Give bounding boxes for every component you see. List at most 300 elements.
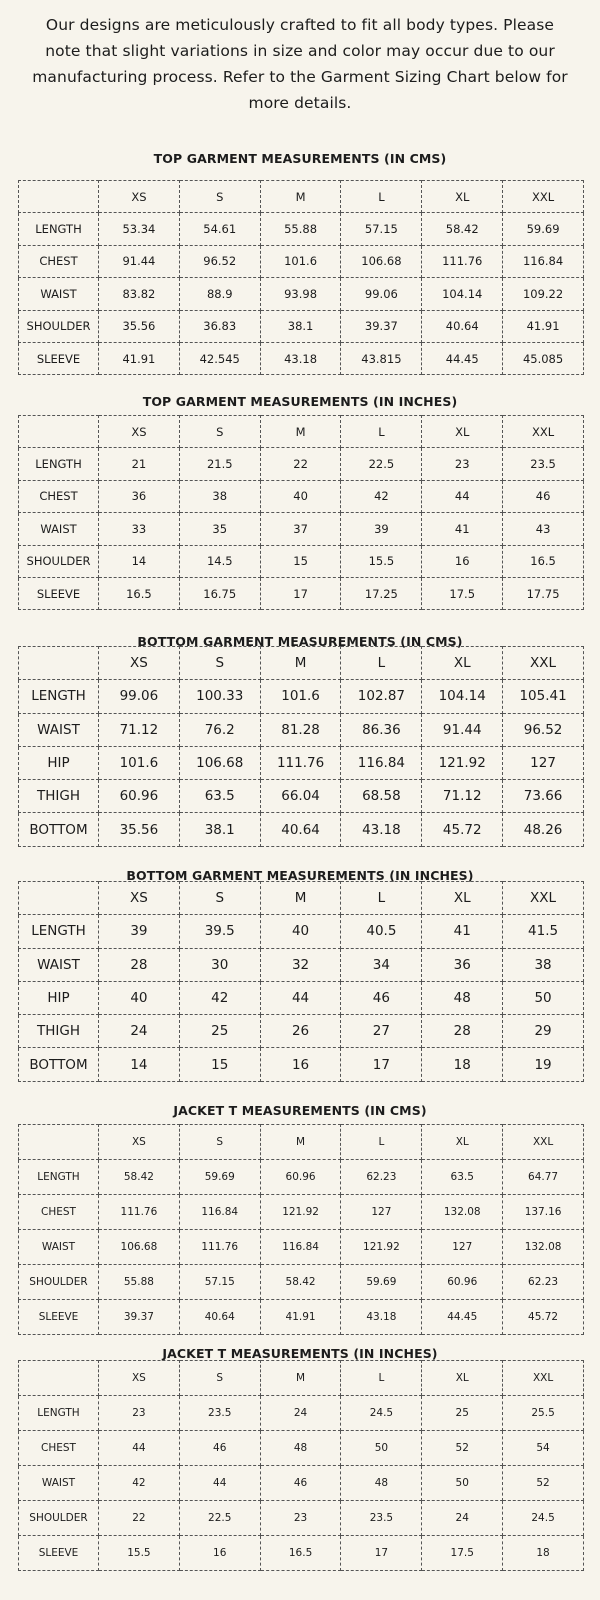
value-cell: 17.5	[422, 1536, 503, 1571]
size-header-cell: XS	[99, 181, 180, 213]
value-cell: 55.88	[99, 1265, 180, 1300]
value-cell: 16.5	[503, 545, 584, 577]
value-cell: 127	[422, 1230, 503, 1265]
value-cell: 14.5	[179, 545, 260, 577]
value-cell: 22	[260, 448, 341, 480]
size-header-cell: XXL	[503, 416, 584, 448]
table-row	[19, 1160, 584, 1195]
table-row	[19, 1048, 584, 1081]
value-cell: 18	[503, 1536, 584, 1571]
value-cell: 41	[422, 915, 503, 948]
row-label-cell: CHEST	[19, 1431, 99, 1466]
value-cell: 50	[503, 981, 584, 1014]
size-header-cell: XXL	[503, 181, 584, 213]
value-cell: 17.5	[422, 577, 503, 609]
header-corner-cell	[19, 882, 99, 915]
size-header-cell: L	[341, 416, 422, 448]
value-cell: 63.5	[422, 1160, 503, 1195]
size-header-cell: XL	[422, 416, 503, 448]
row-label-cell: WAIST	[19, 513, 99, 545]
value-cell: 34	[341, 948, 422, 981]
value-cell: 121.92	[341, 1230, 422, 1265]
table-row	[19, 1396, 584, 1431]
value-cell: 53.34	[99, 213, 180, 245]
value-cell: 132.08	[422, 1195, 503, 1230]
value-cell: 86.36	[341, 713, 422, 746]
value-cell: 68.58	[341, 780, 422, 813]
value-cell: 36	[99, 480, 180, 512]
value-cell: 24	[422, 1501, 503, 1536]
size-header-cell: XXL	[503, 1125, 584, 1160]
value-cell: 17.25	[341, 577, 422, 609]
value-cell: 23	[260, 1501, 341, 1536]
measurement-table	[18, 415, 584, 610]
value-cell: 116.84	[179, 1195, 260, 1230]
value-cell: 99.06	[341, 278, 422, 310]
value-cell: 16.5	[99, 577, 180, 609]
value-cell: 17	[341, 1048, 422, 1081]
row-label-cell: SHOULDER	[19, 310, 99, 342]
value-cell: 41	[422, 513, 503, 545]
value-cell: 106.68	[99, 1230, 180, 1265]
table-row	[19, 680, 584, 713]
value-cell: 37	[260, 513, 341, 545]
value-cell: 43.18	[341, 1300, 422, 1335]
intro-paragraph: Our designs are meticulously crafted to fit all body types. Please note that slight variations in size and color may occur due to our manufacturing process. Refer to the Garment Sizing Chart below for more details.	[32, 16, 568, 112]
table-row	[19, 1230, 584, 1265]
table-row	[19, 310, 584, 342]
table-row	[19, 1466, 584, 1501]
value-cell: 48	[341, 1466, 422, 1501]
value-cell: 40	[99, 981, 180, 1014]
table-row	[19, 948, 584, 981]
value-cell: 40.64	[260, 813, 341, 846]
size-header-cell: M	[260, 181, 341, 213]
header-corner-cell	[19, 181, 99, 213]
value-cell: 26	[260, 1015, 341, 1048]
value-cell: 71.12	[422, 780, 503, 813]
value-cell: 116.84	[341, 746, 422, 779]
row-label-cell: LENGTH	[19, 213, 99, 245]
table-row	[19, 1265, 584, 1300]
value-cell: 21	[99, 448, 180, 480]
value-cell: 111.76	[179, 1230, 260, 1265]
value-cell: 44	[422, 480, 503, 512]
value-cell: 38	[503, 948, 584, 981]
row-label-cell: SLEEVE	[19, 1536, 99, 1571]
table-row	[19, 780, 584, 813]
value-cell: 45.72	[422, 813, 503, 846]
value-cell: 106.68	[341, 245, 422, 277]
table-row	[19, 1431, 584, 1466]
value-cell: 48	[260, 1431, 341, 1466]
value-cell: 45.085	[503, 342, 584, 374]
value-cell: 39	[341, 513, 422, 545]
row-label-cell: WAIST	[19, 278, 99, 310]
header-corner-cell	[19, 647, 99, 680]
row-label-cell: LENGTH	[19, 1396, 99, 1431]
size-header-cell: M	[260, 416, 341, 448]
value-cell: 58.42	[260, 1265, 341, 1300]
value-cell: 40.5	[341, 915, 422, 948]
value-cell: 44	[99, 1431, 180, 1466]
table-row	[19, 1536, 584, 1571]
value-cell: 35.56	[99, 813, 180, 846]
value-cell: 64.77	[503, 1160, 584, 1195]
value-cell: 15	[179, 1048, 260, 1081]
value-cell: 46	[179, 1431, 260, 1466]
value-cell: 57.15	[341, 213, 422, 245]
size-header-cell: S	[179, 181, 260, 213]
value-cell: 46	[341, 981, 422, 1014]
value-cell: 48.26	[503, 813, 584, 846]
value-cell: 16.75	[179, 577, 260, 609]
value-cell: 104.14	[422, 680, 503, 713]
value-cell: 25	[179, 1015, 260, 1048]
size-header-cell: XS	[99, 647, 180, 680]
value-cell: 93.98	[260, 278, 341, 310]
row-label-cell: THIGH	[19, 1015, 99, 1048]
value-cell: 38.1	[179, 813, 260, 846]
value-cell: 17	[260, 577, 341, 609]
measurement-table	[18, 1360, 584, 1571]
table-header-row	[19, 1361, 584, 1396]
value-cell: 102.87	[341, 680, 422, 713]
table-header-row	[19, 181, 584, 213]
table-row	[19, 1501, 584, 1536]
table-row	[19, 813, 584, 846]
row-label-cell: WAIST	[19, 1230, 99, 1265]
size-header-cell: XL	[422, 1125, 503, 1160]
value-cell: 18	[422, 1048, 503, 1081]
value-cell: 36	[422, 948, 503, 981]
value-cell: 58.42	[422, 213, 503, 245]
value-cell: 76.2	[179, 713, 260, 746]
table-row	[19, 981, 584, 1014]
table-row	[19, 1300, 584, 1335]
value-cell: 23.5	[179, 1396, 260, 1431]
value-cell: 52	[503, 1466, 584, 1501]
value-cell: 137.16	[503, 1195, 584, 1230]
value-cell: 40	[260, 480, 341, 512]
value-cell: 59.69	[503, 213, 584, 245]
value-cell: 15.5	[99, 1536, 180, 1571]
table-title: BOTTOM GARMENT MEASUREMENTS (IN CMS)	[137, 634, 463, 649]
row-label-cell: LENGTH	[19, 915, 99, 948]
value-cell: 127	[341, 1195, 422, 1230]
value-cell: 40	[260, 915, 341, 948]
table-header-row	[19, 647, 584, 680]
value-cell: 132.08	[503, 1230, 584, 1265]
value-cell: 43.815	[341, 342, 422, 374]
value-cell: 30	[179, 948, 260, 981]
value-cell: 32	[260, 948, 341, 981]
value-cell: 66.04	[260, 780, 341, 813]
value-cell: 54	[503, 1431, 584, 1466]
size-header-cell: XS	[99, 882, 180, 915]
table-title: BOTTOM GARMENT MEASUREMENTS (IN INCHES)	[126, 868, 474, 883]
row-label-cell: SLEEVE	[19, 342, 99, 374]
value-cell: 45.72	[503, 1300, 584, 1335]
row-label-cell: WAIST	[19, 948, 99, 981]
value-cell: 22.5	[179, 1501, 260, 1536]
size-header-cell: XL	[422, 1361, 503, 1396]
value-cell: 116.84	[503, 245, 584, 277]
value-cell: 16	[260, 1048, 341, 1081]
row-label-cell: SHOULDER	[19, 1501, 99, 1536]
table-row	[19, 480, 584, 512]
row-label-cell: CHEST	[19, 245, 99, 277]
table-title: JACKET T MEASUREMENTS (IN INCHES)	[162, 1346, 438, 1361]
table-row	[19, 513, 584, 545]
value-cell: 14	[99, 545, 180, 577]
value-cell: 99.06	[99, 680, 180, 713]
size-header-cell: S	[179, 882, 260, 915]
value-cell: 41.91	[99, 342, 180, 374]
value-cell: 91.44	[99, 245, 180, 277]
size-header-cell: XL	[422, 882, 503, 915]
value-cell: 27	[341, 1015, 422, 1048]
row-label-cell: LENGTH	[19, 448, 99, 480]
value-cell: 28	[422, 1015, 503, 1048]
value-cell: 25	[422, 1396, 503, 1431]
table-header-row	[19, 882, 584, 915]
value-cell: 44	[179, 1466, 260, 1501]
value-cell: 59.69	[341, 1265, 422, 1300]
row-label-cell: BOTTOM	[19, 813, 99, 846]
table-row	[19, 213, 584, 245]
table-row	[19, 915, 584, 948]
value-cell: 43.18	[341, 813, 422, 846]
size-header-cell: S	[179, 416, 260, 448]
size-header-cell: XS	[99, 1361, 180, 1396]
value-cell: 105.41	[503, 680, 584, 713]
value-cell: 88.9	[179, 278, 260, 310]
value-cell: 35	[179, 513, 260, 545]
size-header-cell: L	[341, 1125, 422, 1160]
value-cell: 16	[179, 1536, 260, 1571]
value-cell: 109.22	[503, 278, 584, 310]
table-row	[19, 278, 584, 310]
table-title: TOP GARMENT MEASUREMENTS (IN CMS)	[153, 151, 447, 166]
value-cell: 33	[99, 513, 180, 545]
size-header-cell: L	[341, 647, 422, 680]
size-header-cell: S	[179, 1361, 260, 1396]
value-cell: 17.75	[503, 577, 584, 609]
value-cell: 40.64	[422, 310, 503, 342]
value-cell: 50	[341, 1431, 422, 1466]
value-cell: 50	[422, 1466, 503, 1501]
value-cell: 101.6	[260, 680, 341, 713]
measurement-table	[18, 180, 584, 375]
table-row	[19, 342, 584, 374]
row-label-cell: SLEEVE	[19, 1300, 99, 1335]
row-label-cell: SLEEVE	[19, 577, 99, 609]
value-cell: 60.96	[260, 1160, 341, 1195]
value-cell: 46	[503, 480, 584, 512]
value-cell: 101.6	[99, 746, 180, 779]
row-label-cell: LENGTH	[19, 680, 99, 713]
size-header-cell: XL	[422, 647, 503, 680]
value-cell: 16	[422, 545, 503, 577]
value-cell: 111.76	[422, 245, 503, 277]
value-cell: 15	[260, 545, 341, 577]
value-cell: 28	[99, 948, 180, 981]
size-header-cell: XXL	[503, 882, 584, 915]
value-cell: 42	[341, 480, 422, 512]
value-cell: 19	[503, 1048, 584, 1081]
value-cell: 104.14	[422, 278, 503, 310]
size-header-cell: M	[260, 1361, 341, 1396]
row-label-cell: WAIST	[19, 713, 99, 746]
value-cell: 22	[99, 1501, 180, 1536]
value-cell: 100.33	[179, 680, 260, 713]
value-cell: 36.83	[179, 310, 260, 342]
value-cell: 83.82	[99, 278, 180, 310]
value-cell: 58.42	[99, 1160, 180, 1195]
row-label-cell: SHOULDER	[19, 545, 99, 577]
table-header-row	[19, 1125, 584, 1160]
value-cell: 52	[422, 1431, 503, 1466]
value-cell: 43	[503, 513, 584, 545]
table-row	[19, 1195, 584, 1230]
value-cell: 111.76	[99, 1195, 180, 1230]
value-cell: 38.1	[260, 310, 341, 342]
row-label-cell: CHEST	[19, 1195, 99, 1230]
table-row	[19, 545, 584, 577]
value-cell: 41.91	[503, 310, 584, 342]
size-header-cell: XS	[99, 416, 180, 448]
row-label-cell: WAIST	[19, 1466, 99, 1501]
value-cell: 63.5	[179, 780, 260, 813]
table-title: JACKET T MEASUREMENTS (IN CMS)	[173, 1103, 427, 1118]
value-cell: 23	[99, 1396, 180, 1431]
value-cell: 41.91	[260, 1300, 341, 1335]
value-cell: 39.37	[341, 310, 422, 342]
row-label-cell: LENGTH	[19, 1160, 99, 1195]
value-cell: 21.5	[179, 448, 260, 480]
value-cell: 44.45	[422, 1300, 503, 1335]
table-row	[19, 746, 584, 779]
value-cell: 38	[179, 480, 260, 512]
size-header-cell: S	[179, 647, 260, 680]
value-cell: 41.5	[503, 915, 584, 948]
header-corner-cell	[19, 416, 99, 448]
value-cell: 71.12	[99, 713, 180, 746]
value-cell: 42.545	[179, 342, 260, 374]
header-corner-cell	[19, 1125, 99, 1160]
value-cell: 44.45	[422, 342, 503, 374]
value-cell: 16.5	[260, 1536, 341, 1571]
row-label-cell: SHOULDER	[19, 1265, 99, 1300]
value-cell: 24	[260, 1396, 341, 1431]
value-cell: 40.64	[179, 1300, 260, 1335]
header-corner-cell	[19, 1361, 99, 1396]
table-header-row	[19, 416, 584, 448]
value-cell: 54.61	[179, 213, 260, 245]
value-cell: 24	[99, 1015, 180, 1048]
value-cell: 48	[422, 981, 503, 1014]
size-header-cell: M	[260, 647, 341, 680]
value-cell: 39.37	[99, 1300, 180, 1335]
size-header-cell: XL	[422, 181, 503, 213]
value-cell: 96.52	[503, 713, 584, 746]
value-cell: 60.96	[422, 1265, 503, 1300]
value-cell: 62.23	[341, 1160, 422, 1195]
value-cell: 121.92	[422, 746, 503, 779]
value-cell: 127	[503, 746, 584, 779]
row-label-cell: CHEST	[19, 480, 99, 512]
value-cell: 44	[260, 981, 341, 1014]
value-cell: 24.5	[503, 1501, 584, 1536]
row-label-cell: THIGH	[19, 780, 99, 813]
size-header-cell: L	[341, 882, 422, 915]
value-cell: 25.5	[503, 1396, 584, 1431]
value-cell: 101.6	[260, 245, 341, 277]
value-cell: 106.68	[179, 746, 260, 779]
size-header-cell: M	[260, 1125, 341, 1160]
row-label-cell: BOTTOM	[19, 1048, 99, 1081]
measurement-table	[18, 881, 584, 1082]
value-cell: 22.5	[341, 448, 422, 480]
value-cell: 81.28	[260, 713, 341, 746]
value-cell: 39.5	[179, 915, 260, 948]
measurement-table	[18, 1124, 584, 1335]
size-header-cell: L	[341, 1361, 422, 1396]
value-cell: 17	[341, 1536, 422, 1571]
size-header-cell: XXL	[503, 647, 584, 680]
size-header-cell: L	[341, 181, 422, 213]
value-cell: 57.15	[179, 1265, 260, 1300]
value-cell: 15.5	[341, 545, 422, 577]
value-cell: 62.23	[503, 1265, 584, 1300]
table-row	[19, 577, 584, 609]
value-cell: 116.84	[260, 1230, 341, 1265]
value-cell: 43.18	[260, 342, 341, 374]
value-cell: 23.5	[503, 448, 584, 480]
table-title: TOP GARMENT MEASUREMENTS (IN INCHES)	[142, 394, 458, 409]
size-header-cell: XS	[99, 1125, 180, 1160]
table-row	[19, 1015, 584, 1048]
value-cell: 73.66	[503, 780, 584, 813]
value-cell: 35.56	[99, 310, 180, 342]
size-header-cell: S	[179, 1125, 260, 1160]
table-row	[19, 245, 584, 277]
value-cell: 111.76	[260, 746, 341, 779]
value-cell: 42	[99, 1466, 180, 1501]
value-cell: 39	[99, 915, 180, 948]
value-cell: 91.44	[422, 713, 503, 746]
size-header-cell: M	[260, 882, 341, 915]
size-header-cell: XXL	[503, 1361, 584, 1396]
row-label-cell: HIP	[19, 981, 99, 1014]
value-cell: 23.5	[341, 1501, 422, 1536]
table-row	[19, 448, 584, 480]
value-cell: 23	[422, 448, 503, 480]
value-cell: 59.69	[179, 1160, 260, 1195]
value-cell: 42	[179, 981, 260, 1014]
value-cell: 96.52	[179, 245, 260, 277]
value-cell: 46	[260, 1466, 341, 1501]
table-row	[19, 713, 584, 746]
value-cell: 14	[99, 1048, 180, 1081]
measurement-table	[18, 646, 584, 847]
value-cell: 121.92	[260, 1195, 341, 1230]
value-cell: 55.88	[260, 213, 341, 245]
value-cell: 24.5	[341, 1396, 422, 1431]
value-cell: 29	[503, 1015, 584, 1048]
value-cell: 60.96	[99, 780, 180, 813]
